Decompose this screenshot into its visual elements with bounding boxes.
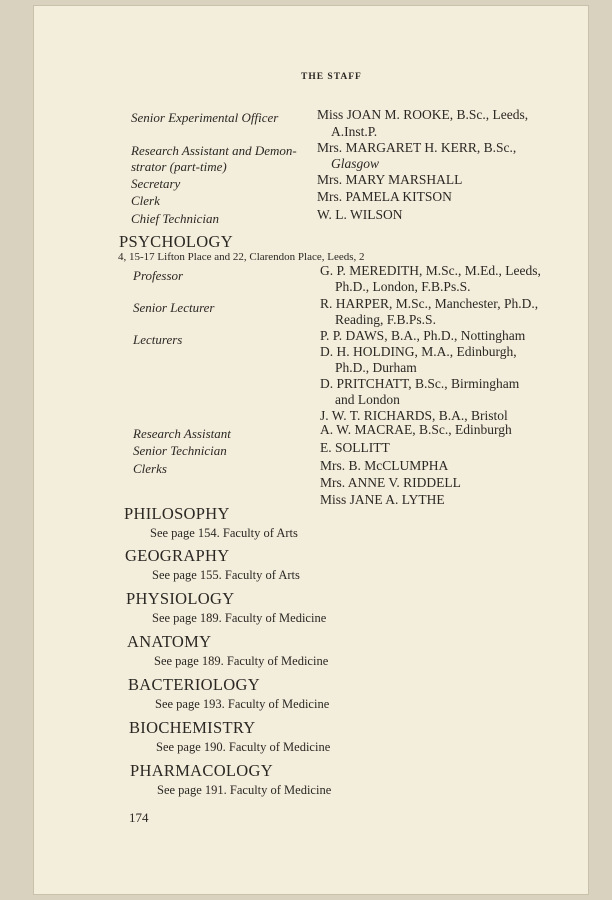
staff-name-line: Miss JOAN M. ROOKE, B.Sc., Leeds,: [317, 107, 529, 122]
staff-name-line: G. P. MEREDITH, M.Sc., M.Ed., Leeds,: [320, 263, 541, 278]
role-research-assistant: Research Assistant: [133, 426, 231, 441]
role-senior-lecturer: Senior Lecturer: [133, 300, 215, 315]
role-chief-technician: Chief Technician: [131, 211, 219, 226]
staff-name: Mrs. MARY MARSHALL: [317, 172, 463, 187]
section-heading-philosophy: PHILOSOPHY: [124, 504, 230, 523]
clerk-name: Mrs. B. McCLUMPHA: [320, 458, 449, 473]
staff-name-line: Glasgow: [331, 156, 380, 171]
cross-reference: See page 155. Faculty of Arts: [152, 568, 300, 582]
page-number: 174: [129, 810, 149, 825]
cross-reference: See page 190. Faculty of Medicine: [156, 740, 331, 754]
staff-name-line: Reading, F.B.Ps.S.: [335, 312, 436, 327]
staff-name: E. SOLLITT: [320, 440, 390, 455]
section-heading-pharmacology: PHARMACOLOGY: [130, 761, 273, 780]
role-lecturers: Lecturers: [133, 332, 183, 347]
role-research-assistant-line2: strator (part-time): [131, 159, 227, 174]
clerk-name: Miss JANE A. LYTHE: [320, 492, 445, 507]
cross-reference: See page 193. Faculty of Medicine: [155, 697, 330, 711]
running-head: THE STAFF: [301, 72, 362, 82]
staff-name-line: Ph.D., London, F.B.Ps.S.: [335, 279, 471, 294]
role-senior-technician: Senior Technician: [133, 443, 227, 458]
section-heading-anatomy: ANATOMY: [127, 632, 212, 651]
role-clerks: Clerks: [133, 461, 167, 476]
section-heading-bacteriology: BACTERIOLOGY: [128, 675, 260, 694]
lecturer-line: D. PRITCHATT, B.Sc., Birmingham: [320, 376, 520, 391]
cross-reference: See page 154. Faculty of Arts: [150, 526, 298, 540]
staff-name: Mrs. PAMELA KITSON: [317, 189, 452, 204]
lecturer-line: J. W. T. RICHARDS, B.A., Bristol: [320, 408, 508, 423]
section-heading-geography: GEOGRAPHY: [125, 546, 230, 565]
lecturer-line: P. P. DAWS, B.A., Ph.D., Nottingham: [320, 328, 526, 343]
role-research-assistant: Research Assistant and Demon-: [131, 143, 297, 158]
role-clerk: Clerk: [131, 193, 160, 208]
lecturer-line: and London: [335, 392, 400, 407]
staff-name-line: A.Inst.P.: [331, 124, 378, 139]
section-heading-psychology: PSYCHOLOGY: [119, 232, 233, 251]
book-page: [34, 6, 588, 894]
lecturer-line: Ph.D., Durham: [335, 360, 417, 375]
staff-name: W. L. WILSON: [317, 207, 403, 222]
staff-name: A. W. MACRAE, B.Sc., Edinburgh: [320, 422, 512, 437]
role-senior-experimental-officer: Senior Experimental Officer: [131, 110, 279, 125]
section-heading-physiology: PHYSIOLOGY: [126, 589, 235, 608]
cross-reference: See page 191. Faculty of Medicine: [157, 783, 332, 797]
staff-name-line: R. HARPER, M.Sc., Manchester, Ph.D.,: [320, 296, 539, 311]
staff-name-line: Mrs. MARGARET H. KERR, B.Sc.,: [317, 140, 517, 155]
section-address: 4, 15-17 Lifton Place and 22, Clarendon Place, Leeds, 2: [118, 251, 365, 263]
lecturer-line: D. H. HOLDING, M.A., Edinburgh,: [320, 344, 517, 359]
section-heading-biochemistry: BIOCHEMISTRY: [129, 718, 256, 737]
clerk-name: Mrs. ANNE V. RIDDELL: [320, 475, 461, 490]
cross-reference: See page 189. Faculty of Medicine: [154, 654, 329, 668]
cross-reference: See page 189. Faculty of Medicine: [152, 611, 327, 625]
role-secretary: Secretary: [131, 176, 181, 191]
role-professor: Professor: [133, 268, 184, 283]
